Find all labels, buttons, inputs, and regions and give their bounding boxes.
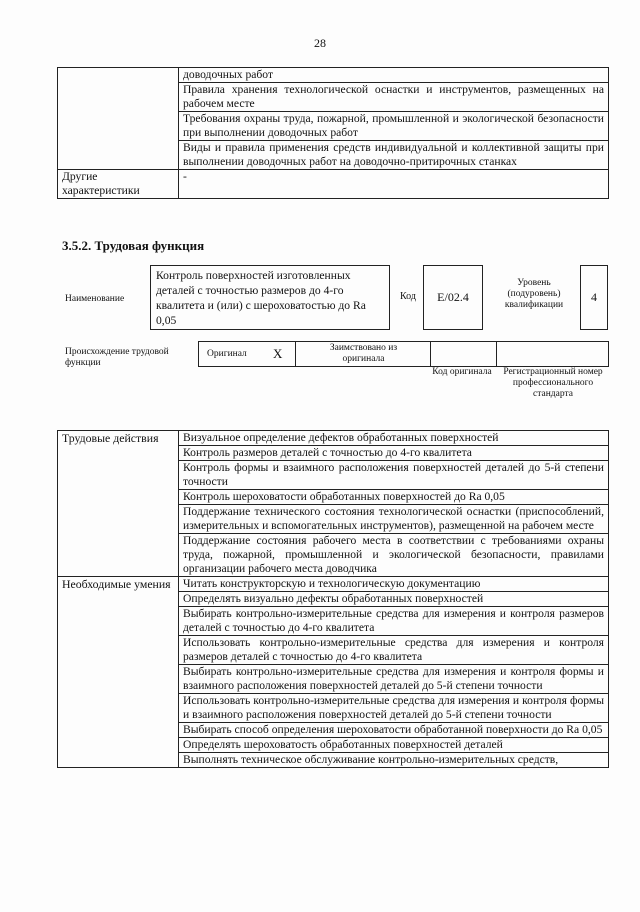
table-row: доводочных работ [179, 68, 609, 83]
table-row: Использовать контрольно-измерительные средства для измерения и контроля размеров деталей с точностью до 4-го квалитета [179, 636, 609, 665]
table-row: Поддержание технического состояния технологической оснастки (приспособлений, измерительных и вспомогательных инструментов), размещенной на рабочем месте [179, 505, 609, 534]
table-row: Контроль шероховатости обработанных поверхностей до Ra 0,05 [179, 490, 609, 505]
table-row: Правила хранения технологической оснастки и инструментов, размещенных на рабочем месте [179, 83, 609, 112]
table-row: Виды и правила применения средств индивидуальной и коллективной защиты при выполнении доводочных работ на доводочно-притирочных станках [179, 141, 609, 170]
table-row: Определять шероховатость обработанных поверхностей деталей [179, 738, 609, 753]
name-value-box: Контроль поверхностей изготовленных деталей с точностью размеров до 4-го квалитета и (или) с шероховатостью до Ra 0,05 [150, 265, 390, 330]
reg-number-label: Регистрационный номер профессионального стандарта [503, 367, 603, 399]
table-row: Выполнять техническое обслуживание контрольно-измерительных средств, [179, 753, 609, 768]
name-label: Наименование [65, 294, 125, 304]
section-heading: 3.5.2. Трудовая функция [62, 238, 205, 253]
labor-function-table [57, 430, 609, 768]
code-original-label: Код оригинала [432, 367, 492, 377]
borrowed-cell [295, 342, 431, 366]
labor-actions-label: Трудовые действия [58, 431, 179, 577]
skills-label: Необходимые умения [58, 577, 179, 768]
table-row: Читать конструкторскую и технологическую документацию [179, 577, 609, 592]
original-mark: X [273, 346, 283, 361]
table-row: Контроль формы и взаимного расположения поверхностей деталей до 5-й степени точности [179, 461, 609, 490]
level-value-box: 4 [580, 265, 608, 330]
knowledge-table-continuation [57, 67, 609, 199]
reg-number-cell [496, 342, 609, 366]
original-label: Оригинал [207, 349, 247, 359]
code-value-box: E/02.4 [423, 265, 483, 330]
table-row: Использовать контрольно-измерительные средства для измерения и контроля формы и взаимного расположения поверхностей деталей до 5-й степени точности [179, 694, 609, 723]
table-row: Выбирать способ определения шероховатости обработанной поверхности до Ra 0,05 [179, 723, 609, 738]
borrowed-label: Заимствовано из оригинала [329, 343, 398, 364]
other-characteristics-label: Другие характеристики [58, 170, 179, 199]
origin-row [198, 341, 609, 367]
code-label: Код [400, 291, 416, 302]
table-row: Визуальное определение дефектов обработанных поверхностей [179, 431, 609, 446]
code-original-cell [430, 342, 497, 366]
table-row: Контроль размеров деталей с точностью до 4-го квалитета [179, 446, 609, 461]
table-row: Выбирать контрольно-измерительные средства для измерения и контроля формы и взаимного расположения поверхностей деталей до 5-й степени точности [179, 665, 609, 694]
table-row: Определять визуально дефекты обработанных поверхностей [179, 592, 609, 607]
other-characteristics-value: - [179, 170, 609, 199]
page-number: 28 [314, 36, 326, 50]
empty-label-cell [58, 68, 179, 170]
level-label: Уровень (подуровень) квалификации [504, 278, 564, 310]
table-row: Выбирать контрольно-измерительные средства для измерения и контроля размеров деталей с точностью до 4-го квалитета [179, 607, 609, 636]
table-row: Поддержание состояния рабочего места в соответствии с требованиями охраны труда, пожарной, промышленной и экологической безопасности, правилами организации рабочего места доводчика [179, 534, 609, 577]
table-row: Требования охраны труда, пожарной, промышленной и экологической безопасности при выполнении доводочных работ [179, 112, 609, 141]
origin-label: Происхождение трудовой функции [65, 347, 169, 368]
